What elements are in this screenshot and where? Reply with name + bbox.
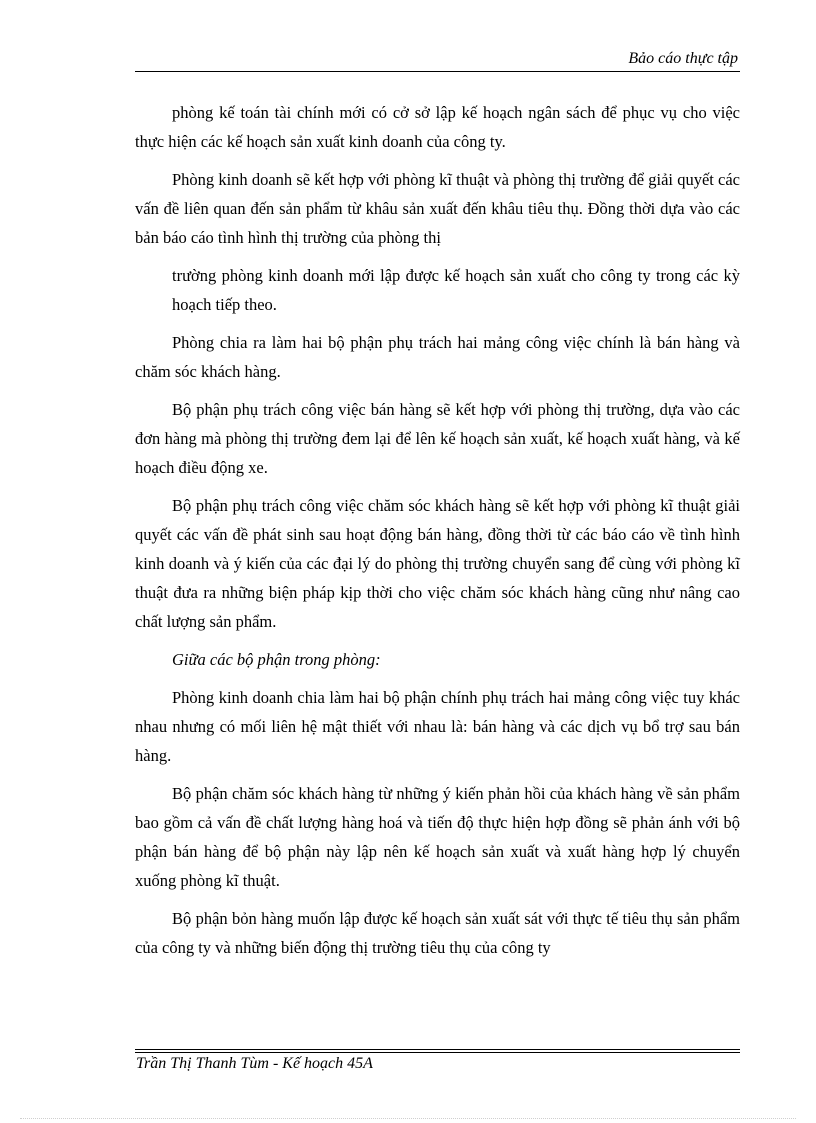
paragraph: Phòng kinh doanh chia làm hai bộ phận chính phụ trách hai mảng công việc tuy khác nhau nhưng có mối liên hệ mật thiết với nhau là: bán hàng và các dịch vụ bổ trợ sau bán hàng. — [135, 688, 740, 765]
footer-title: Trần Thị Thanh Tùm - Kế hoạch 45A — [136, 1055, 373, 1072]
document-body — [135, 98, 740, 971]
footer-rule — [135, 1052, 740, 1053]
paragraph: Bộ phận chăm sóc khách hàng từ những ý kiến phản hồi của khách hàng về sản phẩm bao gồm cả vấn đề chất lượng hàng hoá và tiến độ thực hiện hợp đồng sẽ phản ánh với bộ phận bán hàng để bộ phận này lập nên kế hoạch sản xuất và xuất hàng hợp lý chuyển xuống phòng kĩ thuật. — [135, 784, 740, 890]
paragraph: Phòng chia ra làm hai bộ phận phụ trách hai mảng công việc chính là bán hàng và chăm sóc khách hàng. — [135, 333, 740, 381]
paragraph: trường phòng kinh doanh mới lập được kế hoạch sản xuất cho công ty trong các kỳ hoạch tiếp theo. — [172, 266, 740, 314]
paragraph: phòng kế toán tài chính mới có cở sở lập kế hoạch ngân sách để phục vụ cho việc thực hiện các kế hoạch sản xuất kinh doanh của công ty. — [135, 103, 740, 151]
section-subheading: Giữa các bộ phận trong phòng: — [172, 650, 381, 669]
paragraph: Bộ phận bỏn hàng muốn lập được kế hoạch sản xuất sát với thực tế tiêu thụ sản phẩm của công ty và những biến động thị trường tiêu thụ của công ty — [135, 909, 740, 957]
header-title: Bảo cáo thực tập — [628, 50, 738, 67]
paragraph: Bộ phận phụ trách công việc chăm sóc khách hàng sẽ kết hợp với phòng kĩ thuật giải quyết các vấn đề phát sinh sau hoạt động bán hàng, đồng thời từ các báo cáo về tình hình kinh doanh và ý kiến của các đại lý do phòng thị trường chuyển sang để cùng với phòng kĩ thuật đưa ra những biện pháp kịp thời cho việc chăm sóc khách hàng cũng như nâng cao chất lượng sản phẩm. — [135, 496, 740, 631]
header-rule — [135, 71, 740, 72]
footer-rule — [135, 1049, 740, 1050]
paragraph: Phòng kinh doanh sẽ kết hợp với phòng kĩ thuật và phòng thị trường để giải quyết các vấn đề liên quan đến sản phẩm từ khâu sản xuất đến khâu tiêu thụ. Đồng thời dựa vào các bản báo cáo tình hình thị trường của phòng thị — [135, 170, 740, 247]
paragraph: Bộ phận phụ trách công việc bán hàng sẽ kết hợp với phòng thị trường, dựa vào các đơn hàng mà phòng thị trường đem lại để lên kế hoạch sản xuất, kế hoạch xuất hàng, và kế hoạch điều động xe. — [135, 400, 740, 477]
page-edge — [20, 1118, 796, 1119]
